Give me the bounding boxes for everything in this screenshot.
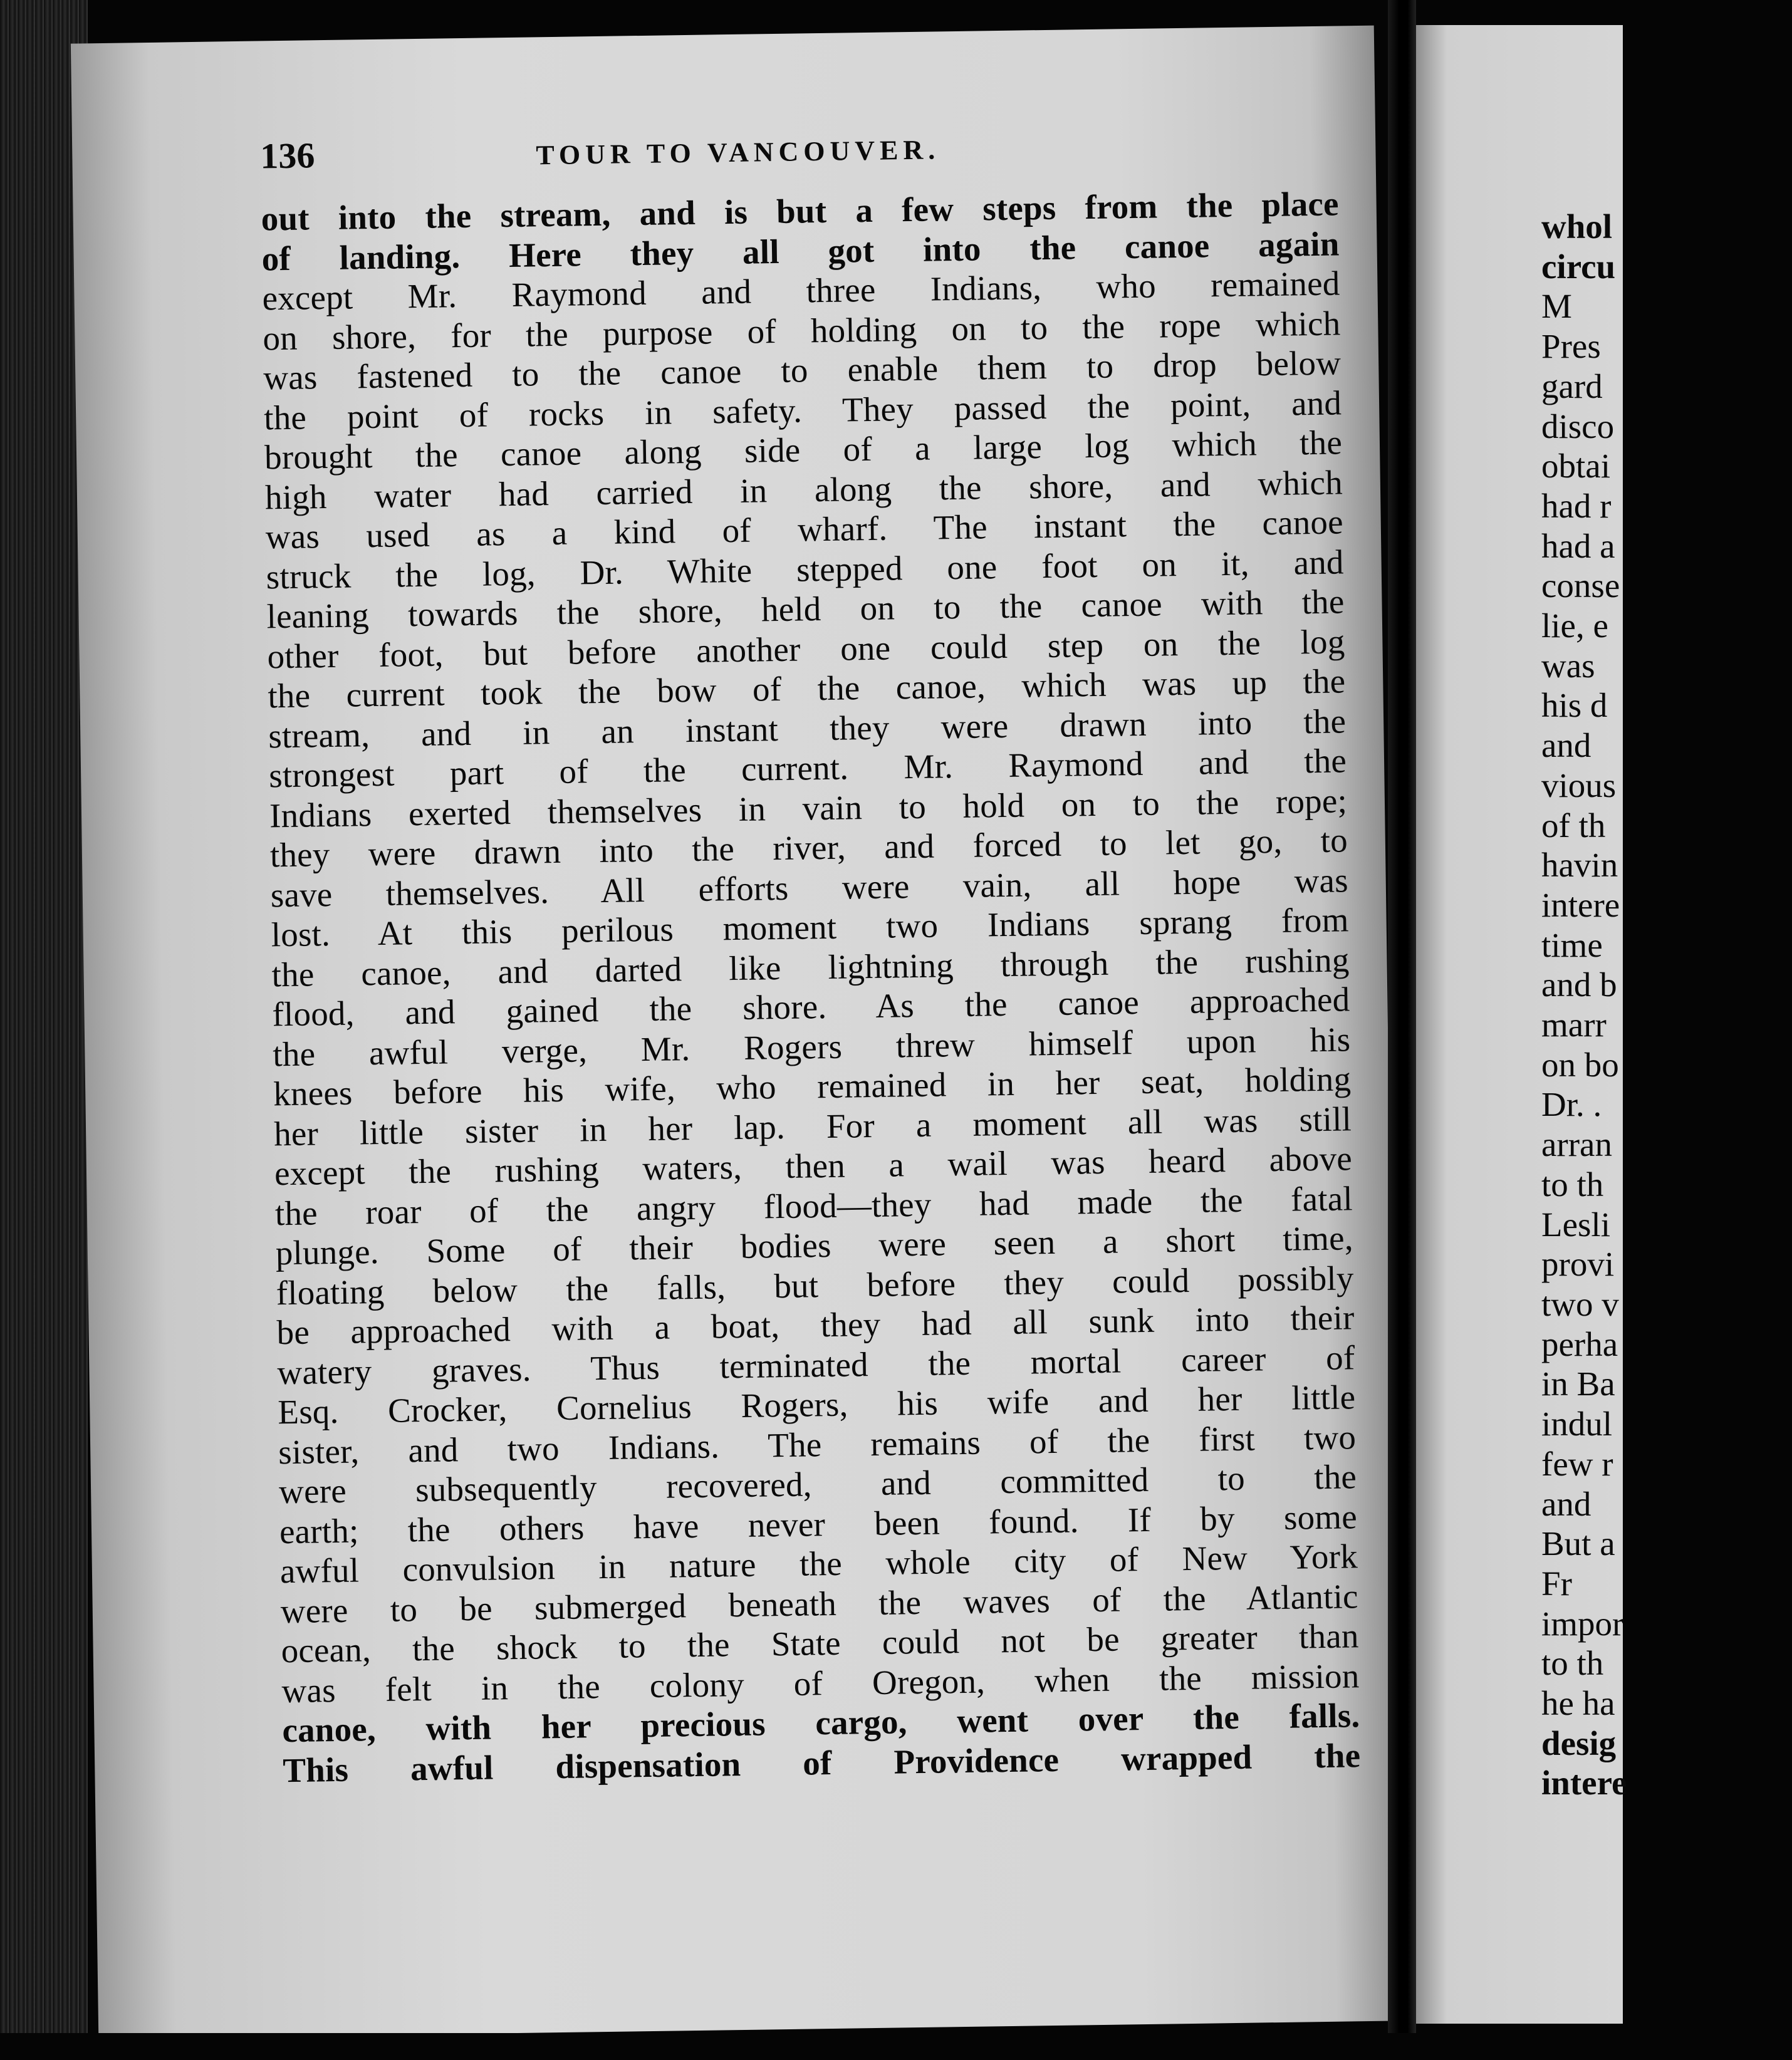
text-line: be approached with a boat, they had all sunk into their (276, 1298, 1355, 1352)
body-text (261, 184, 1360, 1790)
text-line: were to be submerged beneath the waves of the Atlantic (280, 1576, 1359, 1630)
right-page (1416, 25, 1627, 2024)
right-text-line: intere (1541, 885, 1620, 924)
right-text-line: havin (1541, 846, 1618, 885)
right-text-line: circu (1541, 247, 1616, 286)
text-line: was used as a kind of wharf. The instant the canoe (265, 502, 1344, 556)
text-line: floating below the falls, but before they could possibly (276, 1258, 1354, 1312)
right-text-line: in Ba (1541, 1365, 1615, 1403)
text-line: flood, and gained the shore. As the canoe approached (272, 980, 1350, 1034)
page-number: 136 (259, 135, 315, 177)
right-text-line: arran (1541, 1125, 1612, 1164)
right-text-line: indul (1541, 1405, 1613, 1444)
text-line: plunge. Some of their bodies were seen a short time, (275, 1219, 1354, 1272)
text-line: the point of rocks in safety. They passed the point, and (263, 383, 1342, 437)
right-text-line: M (1541, 287, 1572, 326)
text-line: high water had carried in along the shore, and which (264, 462, 1343, 516)
text-line: on shore, for the purpose of holding on to the rope which (263, 303, 1341, 357)
text-line: ocean, the shock to the State could not be greater than (281, 1616, 1359, 1670)
text-line: Indians exerted themselves in vain to hold on to the rope; (269, 781, 1348, 835)
right-text-line: two v (1541, 1284, 1619, 1323)
right-text-line: perha (1541, 1324, 1618, 1363)
text-line: save themselves. All efforts were vain, all hope was (270, 860, 1349, 914)
text-line: awful convulsion in nature the whole city of New York (279, 1537, 1358, 1591)
right-text-line: his d (1541, 686, 1608, 725)
right-text-line: impor (1541, 1604, 1624, 1643)
right-text-line: lie, e (1541, 606, 1608, 645)
right-text-line: and (1541, 1484, 1591, 1523)
text-line: brought the canoe along side of a large log which the (264, 423, 1343, 477)
text-line: strongest part of the current. Mr. Raymond and the (268, 741, 1347, 795)
right-text-line: But a (1541, 1524, 1615, 1563)
text-line: was fastened to the canoe to enable them to drop below (263, 343, 1341, 397)
text-line: leaning towards the shore, held on to the canoe with the (266, 582, 1345, 636)
right-text-line: provi (1541, 1245, 1615, 1284)
right-text-line: to th (1541, 1165, 1604, 1204)
right-text-line: to th (1541, 1644, 1604, 1683)
text-line: out into the stream, and is but a few steps from the place (261, 184, 1340, 238)
right-text-line: Dr. . (1541, 1085, 1602, 1124)
book-gutter (1388, 0, 1416, 2060)
running-head (260, 120, 1338, 191)
right-text-line: conse (1541, 566, 1620, 605)
text-line: This awful dispensation of Providence wrapped the (282, 1735, 1361, 1789)
left-page (71, 26, 1402, 2039)
text-line: except Mr. Raymond and three Indians, who remained (262, 264, 1340, 318)
right-text-line: whol (1541, 207, 1613, 246)
right-text-line: few r (1541, 1444, 1613, 1483)
text-line: other foot, but before another one could step on the log (267, 622, 1345, 675)
text-line: except the rushing waters, then a wail was heard above (274, 1139, 1353, 1193)
text-line: stream, and in an instant they were drawn into the (268, 701, 1347, 755)
text-line: the current took the bow of the canoe, which was up the (268, 662, 1346, 715)
text-line: canoe, with her precious cargo, went over the falls. (282, 1696, 1360, 1750)
right-text-line: Pres (1541, 327, 1601, 366)
right-text-line: of th (1541, 806, 1606, 845)
text-line: was felt in the colony of Oregon, when the mission (281, 1656, 1360, 1710)
left-page-content (260, 120, 1361, 1790)
text-line: knees before his wife, who remained in her seat, holding (273, 1059, 1352, 1113)
right-text-line: and (1541, 726, 1591, 765)
scan-border (0, 2033, 1617, 2060)
right-text-line: had a (1541, 526, 1615, 565)
right-text-line: gard (1541, 367, 1603, 405)
right-page-text (1541, 207, 1792, 1803)
text-line: were subsequently recovered, and committed to the (278, 1457, 1357, 1511)
text-line: struck the log, Dr. White stepped one foot on it, and (266, 542, 1345, 596)
text-line: Esq. Crocker, Cornelius Rogers, his wife and her little (277, 1378, 1356, 1432)
right-text-line: he ha (1541, 1684, 1615, 1723)
right-text-line: intere (1541, 1764, 1627, 1802)
text-line: of landing. Here they all got into the canoe again (261, 224, 1340, 278)
right-text-line: and b (1541, 965, 1617, 1004)
text-line: watery graves. Thus terminated the mortal career of (277, 1338, 1355, 1392)
right-text-line: Fr (1541, 1564, 1572, 1603)
text-line: they were drawn into the river, and forced to let go, to (269, 821, 1348, 875)
right-text-line: had r (1541, 486, 1612, 525)
text-line: the awful verge, Mr. Rogers threw himself upon his (272, 1019, 1351, 1073)
text-line: her little sister in her lap. For a moment all was still (273, 1099, 1352, 1153)
right-text-line: time (1541, 925, 1603, 964)
right-text-line: disco (1541, 407, 1615, 445)
right-text-line: desig (1541, 1724, 1617, 1762)
right-text-line: on bo (1541, 1045, 1619, 1084)
right-text-line: vious (1541, 766, 1617, 804)
right-text-line: obtai (1541, 447, 1610, 486)
right-text-line: was (1541, 646, 1595, 685)
running-title: TOUR TO VANCOUVER. (536, 134, 940, 171)
text-line: lost. At this perilous moment two Indians sprang from (271, 900, 1350, 954)
right-text-line: marr (1541, 1006, 1607, 1044)
text-line: the roar of the angry flood—they had made the fatal (274, 1178, 1353, 1232)
text-line: sister, and two Indians. The remains of the first two (278, 1417, 1357, 1471)
text-line: the canoe, and darted like lightning through the rushing (271, 940, 1350, 994)
text-line: earth; the others have never been found. If by some (279, 1497, 1358, 1551)
right-text-line: Lesli (1541, 1205, 1610, 1244)
